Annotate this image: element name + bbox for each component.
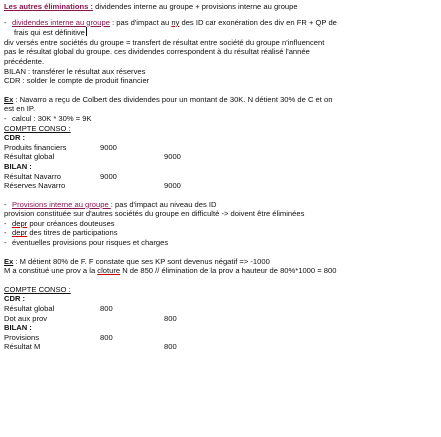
- row-debit: 800: [100, 304, 113, 314]
- ex2-cdr-title: CDR :: [4, 294, 26, 304]
- dividendes-cdr: CDR : solder le compte de produit financier: [4, 76, 150, 86]
- row-label: Résultat global: [4, 304, 55, 314]
- ex2-cloture: cloture: [97, 266, 121, 276]
- row-label: Produits financiers: [4, 142, 67, 152]
- row-debit: 9000: [100, 142, 117, 152]
- row-debit: 9000: [100, 171, 117, 181]
- table-row: [4, 342, 437, 352]
- ex1-line-2: est en IP.: [4, 104, 36, 114]
- ex2-text-b: N de 850 // élimination de la prov a hauteur de 80%*1000 = 800: [120, 266, 337, 276]
- list-item: [4, 238, 437, 248]
- dividendes-line-2-text: frais qui est définitive: [14, 28, 85, 38]
- row-credit: 9000: [164, 181, 181, 191]
- dividendes-title: dividendes interne au groupe: [12, 17, 110, 27]
- table-row: [4, 181, 437, 191]
- row-debit: [100, 314, 164, 324]
- row-label: Résultat Navarro: [4, 171, 61, 181]
- bullet-icon: -: [4, 17, 7, 27]
- ex1-label: Ex: [4, 94, 14, 104]
- table-row: [4, 333, 437, 343]
- provisions-line-2: provision constituée sur d'autres sociétés du groupe en difficulté -> doivent être éliminées: [4, 209, 305, 219]
- table-row: [4, 304, 437, 314]
- bullet-icon: -: [4, 199, 7, 209]
- section-heading: [4, 2, 437, 12]
- list-item: [4, 219, 437, 229]
- ex1-bilan-title: BILAN :: [4, 161, 32, 171]
- row-credit: 800: [164, 313, 177, 323]
- item-text: pour créances douteuses: [27, 218, 115, 228]
- row-label: Dot aux prov: [4, 313, 48, 323]
- dividendes-para-3: précédente.: [4, 56, 45, 66]
- dividendes-ny: ny: [171, 17, 180, 27]
- item-text: éventuelles provisions pour risques et charges: [12, 238, 169, 248]
- ex1-cdr-title: CDR :: [4, 133, 26, 143]
- row-credit: 800: [164, 342, 177, 352]
- provisions-title: Provisions interne au groupe: [12, 199, 111, 209]
- text-cursor: [86, 27, 87, 36]
- table-row: [4, 143, 437, 153]
- row-label: Réserves Navarro: [4, 181, 66, 191]
- table-row: [4, 314, 437, 324]
- table-row: [4, 172, 437, 182]
- section-title-text: dividendes interne au groupe + provisions interne au groupe: [93, 2, 298, 11]
- item-text: des titres de participations: [27, 228, 118, 238]
- ex2-bilan-title: BILAN :: [4, 323, 32, 333]
- row-debit: [100, 181, 164, 191]
- bullet-icon: -: [4, 238, 7, 248]
- bullet-icon: -: [4, 228, 7, 238]
- section-title-label: Les autres éliminations :: [4, 2, 94, 11]
- ex1-text: : Navarro a reçu de Colbert des dividendes pour un montant de 30K. N détient 30% de C et on: [13, 94, 333, 104]
- item-underlined: depr: [12, 228, 28, 238]
- row-label: Résultat M: [4, 342, 41, 352]
- provisions-line: [4, 200, 437, 210]
- ex1-calc: - calcul : 30K * 30% = 9K: [4, 113, 92, 123]
- bullet-icon: -: [4, 218, 7, 228]
- dividendes-bilan: BILAN : transférer le résultat aux réserves: [4, 66, 146, 76]
- row-debit: [100, 342, 164, 352]
- ex2-conso-title: COMPTE CONSO :: [4, 284, 71, 294]
- dividendes-para-1: div versés entre sociétés du groupe = transfert de résultat entre société du groupe n'influencent: [4, 37, 325, 47]
- provisions-text: : pas d'impact au niveau des ID: [110, 199, 217, 209]
- ex2-label: Ex: [4, 256, 14, 266]
- ex1-conso-title: COMPTE CONSO :: [4, 123, 71, 133]
- table-row: [4, 152, 437, 162]
- ex1-calc-text: calcul : 30K * 30% = 9K: [12, 113, 92, 123]
- list-item: [4, 228, 437, 238]
- dividendes-text-2: des ID car exonération des div en FR + QP de: [179, 17, 337, 27]
- item-underlined: depr: [12, 218, 28, 228]
- row-label: Résultat global: [4, 152, 55, 162]
- dividendes-line-2: [4, 27, 437, 38]
- ex2-line-1: [4, 257, 437, 267]
- dividendes-line: [4, 18, 437, 28]
- dividendes-text-1: : pas d'impact au: [109, 17, 172, 27]
- ex2-text-a: M a constitué une prov a la: [4, 266, 98, 276]
- row-credit: 9000: [164, 152, 181, 162]
- ex1-line-1: [4, 95, 437, 105]
- row-debit: 800: [100, 332, 113, 342]
- dividendes-para-2: pas le résultat global du groupe. ces dividendes correspondent à du résultat réalisé l'année: [4, 47, 310, 57]
- ex2-line-2: [4, 266, 437, 276]
- row-debit: [100, 152, 164, 162]
- ex2-text: : M détient 80% de F. F constate que ses KP sont devenus négatif => -1000: [13, 256, 270, 266]
- row-label: Provisions: [4, 332, 40, 342]
